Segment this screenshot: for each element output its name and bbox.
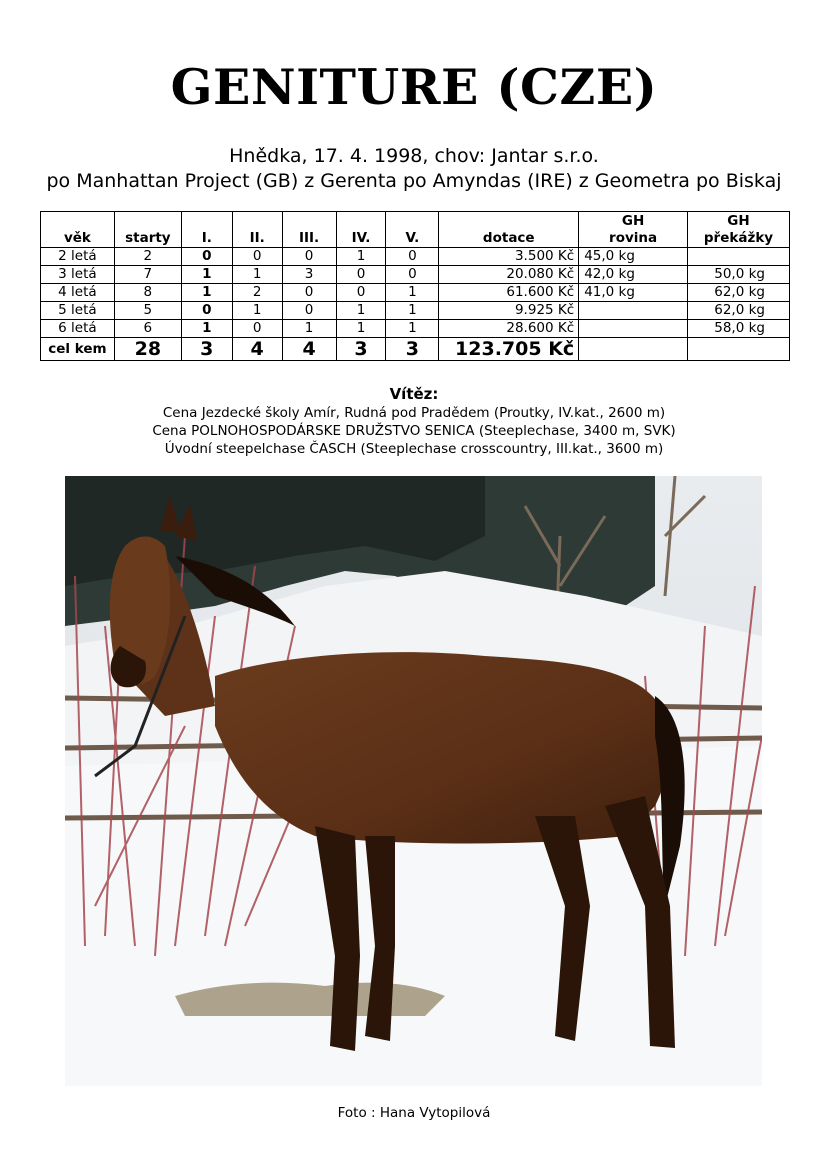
total-fifth: 3 (386, 338, 439, 361)
header-fifth: V. (386, 212, 439, 248)
table-row (41, 302, 790, 320)
cell-prize: 28.600 Kč (439, 320, 579, 338)
winner-item: Úvodní steepelchase ČASCH (Steeplechase crosscountry, III.kat., 3600 m) (164, 441, 664, 457)
horse-photo (65, 476, 762, 1086)
cell-prize: 20.080 Kč (439, 266, 579, 284)
cell-gh-jump: 62,0 kg (688, 302, 790, 320)
header-third: III. (282, 212, 336, 248)
header-prize: dotace (439, 212, 579, 248)
cell-third: 0 (282, 248, 336, 266)
header-first: I. (181, 212, 232, 248)
cell-third: 0 (282, 302, 336, 320)
cell-age: 6 letá (41, 320, 115, 338)
header-gh-flat (579, 212, 688, 248)
total-gh-flat (579, 338, 688, 361)
cell-third: 0 (282, 284, 336, 302)
cell-first: 1 (181, 266, 232, 284)
total-label: cel kem (41, 338, 115, 361)
total-starts: 28 (114, 338, 181, 361)
cell-fifth: 0 (386, 266, 439, 284)
horse-pedigree: po Manhattan Project (GB) z Gerenta po Amyndas (IRE) z Geometra po Biskaj (46, 170, 782, 192)
cell-second: 1 (232, 266, 282, 284)
cell-fourth: 0 (336, 266, 386, 284)
header-gh-jump-bottom: překážky (703, 230, 774, 246)
cell-starts: 7 (114, 266, 181, 284)
winner-item: Cena Jezdecké školy Amír, Rudná pod Pradědem (Proutky, IV.kat., 2600 m) (162, 405, 666, 421)
winner-item: Cena POLNOHOSPODÁRSKE DRUŽSTVO SENICA (Steeplechase, 3400 m, SVK) (152, 423, 676, 439)
cell-starts: 2 (114, 248, 181, 266)
total-prize: 123.705 Kč (439, 338, 579, 361)
cell-first: 1 (181, 320, 232, 338)
cell-second: 2 (232, 284, 282, 302)
header-second: II. (232, 212, 282, 248)
cell-gh-jump: 50,0 kg (688, 266, 790, 284)
header-age: věk (41, 212, 115, 248)
cell-prize: 3.500 Kč (439, 248, 579, 266)
table-row (41, 266, 790, 284)
cell-age: 4 letá (41, 284, 115, 302)
cell-fifth: 1 (386, 320, 439, 338)
table-header-row (41, 212, 790, 248)
cell-starts: 5 (114, 302, 181, 320)
table-row (41, 248, 790, 266)
cell-fifth: 1 (386, 302, 439, 320)
cell-gh-flat: 45,0 kg (579, 248, 688, 266)
cell-first: 1 (181, 284, 232, 302)
cell-prize: 61.600 Kč (439, 284, 579, 302)
cell-gh-flat (579, 302, 688, 320)
total-fourth: 3 (336, 338, 386, 361)
cell-gh-flat: 42,0 kg (579, 266, 688, 284)
cell-age: 2 letá (41, 248, 115, 266)
total-gh-jump (688, 338, 790, 361)
header-gh-flat-top: GH (621, 213, 645, 229)
cell-second: 0 (232, 320, 282, 338)
header-starts: starty (114, 212, 181, 248)
table-row (41, 320, 790, 338)
cell-first: 0 (181, 248, 232, 266)
total-second: 4 (232, 338, 282, 361)
cell-third: 3 (282, 266, 336, 284)
cell-fourth: 0 (336, 284, 386, 302)
cell-fifth: 0 (386, 248, 439, 266)
cell-gh-flat: 41,0 kg (579, 284, 688, 302)
cell-gh-jump: 58,0 kg (688, 320, 790, 338)
photo-credit: Foto : Hana Vytopilová (337, 1105, 491, 1121)
cell-gh-jump: 62,0 kg (688, 284, 790, 302)
total-third: 4 (282, 338, 336, 361)
cell-fourth: 1 (336, 302, 386, 320)
cell-starts: 6 (114, 320, 181, 338)
header-gh-jump-top: GH (727, 213, 750, 229)
header-fourth: IV. (336, 212, 386, 248)
table-total-row (41, 338, 790, 361)
cell-starts: 8 (114, 284, 181, 302)
header-gh-flat-bottom: rovina (609, 230, 658, 246)
horse-name-title: GENITURE (CZE) (170, 58, 658, 116)
cell-fourth: 1 (336, 320, 386, 338)
cell-age: 5 letá (41, 302, 115, 320)
cell-age: 3 letá (41, 266, 115, 284)
cell-third: 1 (282, 320, 336, 338)
cell-second: 1 (232, 302, 282, 320)
cell-second: 0 (232, 248, 282, 266)
cell-gh-flat (579, 320, 688, 338)
total-first: 3 (181, 338, 232, 361)
cell-gh-jump (688, 248, 790, 266)
header-gh-jump (688, 212, 790, 248)
race-statistics-table (40, 211, 790, 361)
winner-heading: Vítěz: (389, 385, 439, 403)
winner-list (0, 404, 828, 458)
cell-fourth: 1 (336, 248, 386, 266)
cell-fifth: 1 (386, 284, 439, 302)
cell-prize: 9.925 Kč (439, 302, 579, 320)
table-row (41, 284, 790, 302)
horse-details: Hnědka, 17. 4. 1998, chov: Jantar s.r.o. (229, 145, 599, 167)
cell-first: 0 (181, 302, 232, 320)
